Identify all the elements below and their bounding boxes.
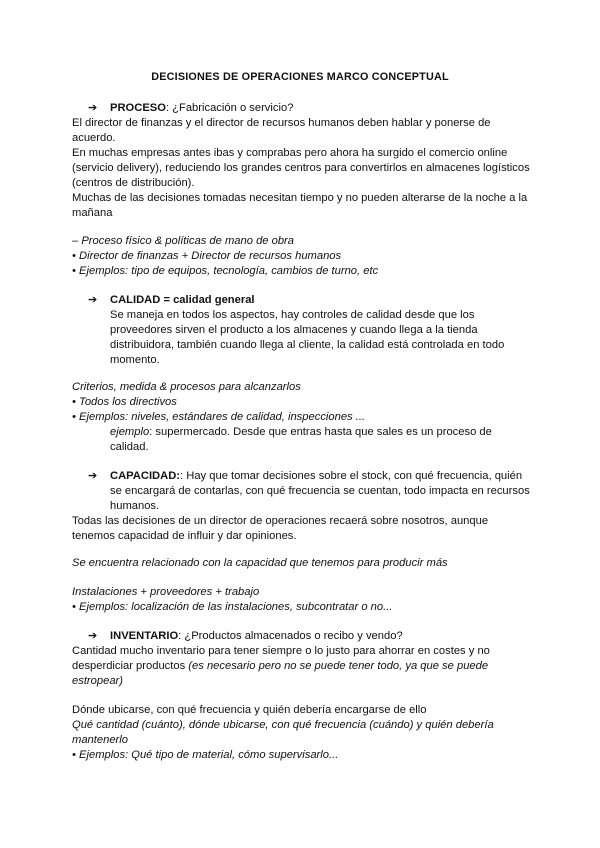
capacidad-cont-line: humanos.: [110, 500, 160, 512]
inventario-heading-rest: : ¿Productos almacenados o recibo y vendo?: [178, 630, 403, 642]
inventario-italic-line: mantenerlo: [72, 734, 128, 746]
proceso-line: acuerdo.: [72, 132, 116, 144]
proceso-italic-line: – Proceso físico & políticas de mano de obra: [72, 235, 295, 247]
calidad-example-text: : supermercado. Desde que entras hasta que sales es un proceso de: [149, 426, 492, 438]
proceso-italic-line: • Director de finanzas + Director de recursos humanos: [72, 250, 342, 262]
inventario-italic-line: Qué cantidad (cuánto), dónde ubicarse, con qué frecuencia (cuándo) y quién debería: [72, 719, 494, 731]
proceso-line: En muchas empresas antes ibas y comprabas pero ahora ha surgido el comercio online: [72, 147, 508, 159]
calidad-example-cont: calidad.: [110, 441, 149, 453]
proceso-line: mañana: [72, 207, 113, 219]
inventario-line2-italic: (es necesario pero no se puede tener todo, ya que se puede: [188, 660, 489, 672]
inventario-italic-line: • Ejemplos: Qué tipo de material, cómo supervisarlo...: [72, 749, 339, 761]
arrow-right-icon: ➔: [88, 630, 98, 642]
capacidad-italic-line: Instalaciones + proveedores + trabajo: [72, 586, 260, 598]
calidad-italic-line: Criterios, medida & procesos para alcanzarlos: [72, 381, 301, 393]
capacidad-line: Todas las decisiones de un director de operaciones recaerá sobre nosotros, aunque: [72, 515, 489, 527]
proceso-line: El director de finanzas y el director de recursos humanos deben hablar y ponerse de: [72, 117, 491, 129]
calidad-italic-line: • Todos los directivos: [72, 396, 177, 408]
document-title: DECISIONES DE OPERACIONES MARCO CONCEPTUAL: [151, 71, 449, 83]
proceso-heading-label: PROCESO: [110, 102, 166, 114]
calidad-example: [110, 425, 492, 440]
inventario-heading: [88, 629, 403, 644]
proceso-heading-rest: : ¿Fabricación o servicio?: [165, 102, 294, 114]
inventario-line: Dónde ubicarse, con qué frecuencia y quién debería encargarse de ello: [72, 704, 427, 716]
proceso-line: (servicio delivery), reduciendo los grandes centros para convertirlos en almacenes logísticos: [72, 162, 530, 174]
inventario-line2-normal: desperdiciar productos: [72, 660, 189, 672]
calidad-italic-line: • Ejemplos: niveles, estándares de calidad, inspecciones ...: [72, 411, 366, 423]
calidad-example-label: ejemplo: [110, 426, 150, 438]
proceso-italic-line: • Ejemplos: tipo de equipos, tecnología, cambios de turno, etc: [72, 265, 379, 277]
capacidad-cont-line: se encargará de contarlas, con qué frecuencia se cuentan, todo impacta en recursos: [110, 485, 530, 497]
calidad-heading: [88, 293, 255, 308]
capacidad-italic-note: Se encuentra relacionado con la capacidad que tenemos para producir más: [72, 557, 448, 569]
calidad-line: momento.: [110, 354, 160, 366]
inventario-line: estropear): [72, 675, 123, 687]
inventario-heading-label: INVENTARIO: [110, 630, 179, 642]
capacidad-heading-label: CAPACIDAD:: [110, 470, 181, 482]
proceso-heading: [88, 101, 293, 116]
calidad-line: proveedores sirven el producto a los almacenes y cuando llega a la tienda: [110, 324, 478, 336]
capacidad-italic-line: • Ejemplos: localización de las instalaciones, subcontratar o no...: [72, 601, 393, 613]
calidad-line: distribuidora, también cuando llega al cliente, la calidad está controlada en todo: [110, 339, 505, 351]
inventario-line: [72, 659, 488, 674]
calidad-heading-label: CALIDAD = calidad general: [110, 294, 255, 306]
arrow-right-icon: ➔: [88, 470, 98, 482]
capacidad-line: tenemos capacidad de influir y dar opiniones.: [72, 530, 297, 542]
arrow-right-icon: ➔: [88, 294, 98, 306]
capacidad-heading: [88, 469, 522, 484]
inventario-line: Cantidad mucho inventario para tener siempre o lo justo para ahorrar en costes y no: [72, 645, 490, 657]
proceso-line: Muchas de las decisiones tomadas necesitan tiempo y no pueden alterarse de la noche a la: [72, 192, 528, 204]
proceso-line: (centros de distribución).: [72, 177, 195, 189]
capacidad-heading-rest: : Hay que tomar decisiones sobre el stock, con qué frecuencia, quién: [180, 470, 523, 482]
arrow-right-icon: ➔: [88, 102, 98, 114]
calidad-line: Se maneja en todos los aspectos, hay controles de calidad desde que los: [110, 309, 475, 321]
